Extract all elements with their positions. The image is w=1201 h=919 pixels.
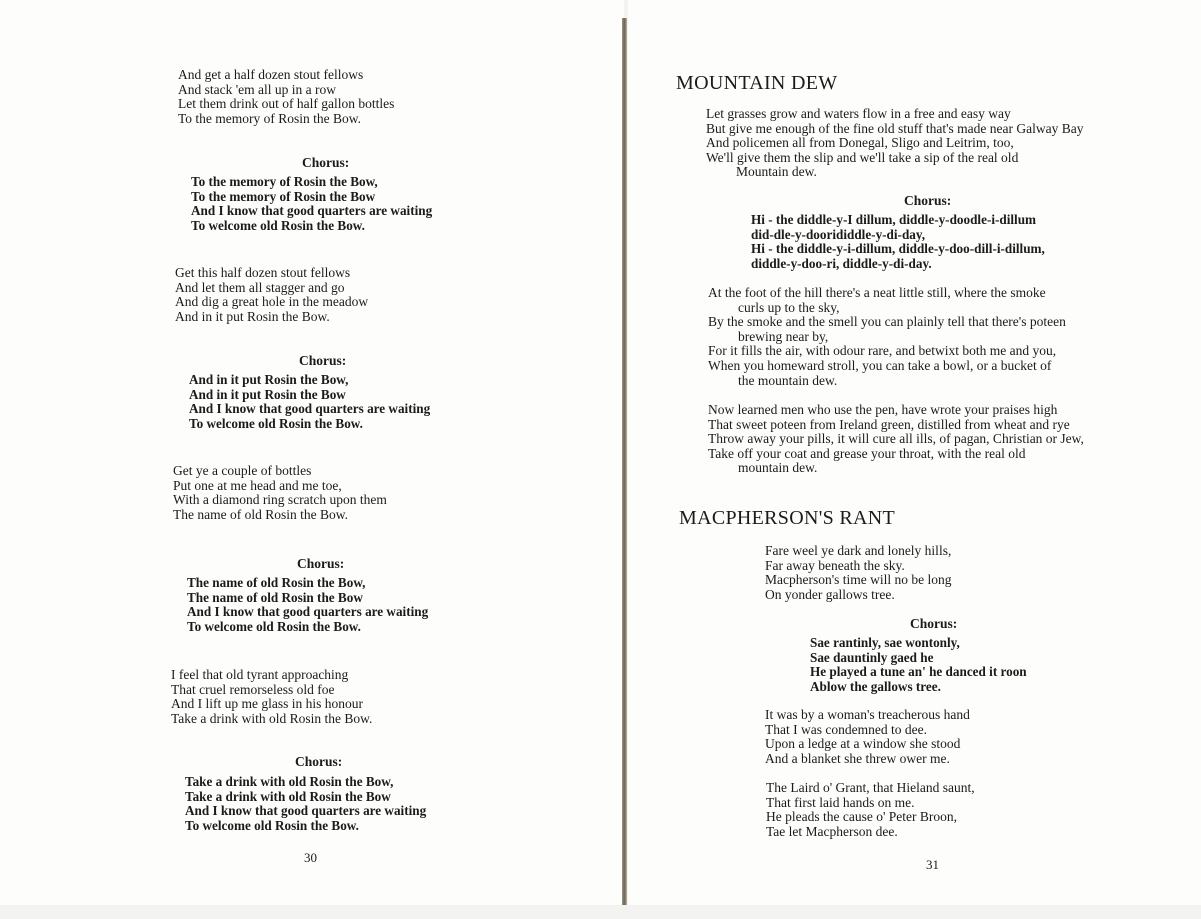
- line: Ablow the gallows tree.: [810, 678, 941, 694]
- line: Sae rantinly, sae wontonly,: [810, 635, 960, 650]
- line: To welcome old Rosin the Bow.: [189, 415, 363, 431]
- line: And in it put Rosin the Bow,: [189, 372, 349, 387]
- line: It was by a woman's treacherous hand: [765, 707, 970, 722]
- line: When you homeward stroll, you can take a bowl, or a bucket of: [708, 357, 1052, 373]
- line: That cruel remorseless old foe: [171, 681, 335, 697]
- line: That I was condemned to dee.: [765, 721, 927, 737]
- line: And policemen all from Donegal, Sligo and Leitrim, too,: [706, 135, 1014, 151]
- line: brewing near by,: [738, 328, 829, 344]
- line: Take a drink with old Rosin the Bow.: [171, 710, 373, 726]
- chorus-heading: Chorus:: [910, 616, 958, 631]
- line: diddle-y-doo-ri, diddle-y-di-day.: [751, 255, 932, 271]
- chorus-heading: Chorus:: [295, 754, 343, 769]
- line: And dig a great hole in the meadow: [175, 294, 369, 310]
- line: With a diamond ring scratch upon them: [173, 492, 387, 508]
- line: To welcome old Rosin the Bow.: [185, 817, 359, 833]
- line: That first laid hands on me.: [766, 794, 915, 810]
- chorus-heading: Chorus:: [299, 353, 347, 368]
- chorus-heading: Chorus:: [297, 556, 345, 571]
- line: Tae let Macpherson dee.: [766, 823, 898, 839]
- line: And a blanket she threw ower me.: [765, 750, 950, 766]
- line: Take a drink with old Rosin the Bow: [185, 788, 391, 804]
- line: The name of old Rosin the Bow,: [187, 575, 366, 590]
- chorus-heading: Chorus:: [904, 193, 952, 208]
- line: Let grasses grow and waters flow in a free and easy way: [706, 106, 1011, 121]
- line: And let them all stagger and go: [175, 279, 345, 295]
- s2-chorus: [810, 636, 1027, 694]
- book-spine: [622, 18, 627, 905]
- line: We'll give them the slip and we'll take a sip of the real old: [706, 149, 1019, 165]
- line: And I lift up me glass in his honour: [171, 696, 363, 712]
- line: mountain dew.: [738, 460, 818, 476]
- line: Get this half dozen stout fellows: [175, 265, 351, 280]
- line: Far away beneath the sky.: [765, 557, 905, 573]
- line: Take off your coat and grease your throat, with the real old: [708, 445, 1026, 461]
- line: Get ye a couple of bottles: [173, 463, 312, 478]
- line: Take a drink with old Rosin the Bow,: [185, 774, 394, 789]
- line: He played a tune an' he danced it roon: [810, 664, 1027, 680]
- line: To the memory of Rosin the Bow,: [191, 174, 378, 189]
- line: Now learned men who use the pen, have wrote your praises high: [708, 402, 1058, 417]
- line: Hi - the diddle-y-I dillum, diddle-y-doodle-i-dillum: [751, 212, 1037, 227]
- verse-1: [178, 68, 394, 126]
- line: curls up to the sky,: [738, 299, 840, 315]
- line: To the memory of Rosin the Bow: [191, 188, 376, 204]
- line: On yonder gallows tree.: [765, 586, 895, 602]
- line: At the foot of the hill there's a neat little still, where the smoke: [708, 285, 1046, 300]
- line: The name of old Rosin the Bow.: [173, 506, 348, 522]
- s2-verse-2: [765, 708, 970, 766]
- line: That sweet poteen from Ireland green, distilled from wheat and rye: [708, 416, 1070, 432]
- song-title: MACPHERSON'S RANT: [679, 507, 895, 529]
- chorus-4: [185, 775, 426, 833]
- line: For it fills the air, with odour rare, and betwixt both me and you,: [708, 343, 1057, 359]
- line: But give me enough of the fine old stuff that's made near Galway Bay: [706, 120, 1084, 136]
- line: Fare weel ye dark and lonely hills,: [765, 543, 952, 558]
- s2-verse-3: [766, 781, 975, 839]
- line: Put one at me head and me toe,: [173, 477, 342, 493]
- chorus-1: [191, 175, 432, 233]
- line: And I know that good quarters are waiting: [191, 203, 433, 219]
- song-title: MOUNTAIN DEW: [676, 72, 838, 94]
- line: To welcome old Rosin the Bow.: [187, 618, 361, 634]
- chorus-3: [187, 576, 428, 634]
- line: And I know that good quarters are waiting: [185, 803, 427, 819]
- chorus-heading: Chorus:: [302, 155, 350, 170]
- right-page: [628, 0, 1201, 905]
- line: And I know that good quarters are waiting: [189, 401, 431, 417]
- line: Macpherson's time will no be long: [765, 572, 952, 588]
- line: Throw away your pills, it will cure all ills, of pagan, Christian or Jew,: [708, 431, 1084, 447]
- line: And in it put Rosin the Bow.: [175, 308, 330, 324]
- chorus-2: [189, 373, 430, 431]
- line: And stack 'em all up in a row: [178, 81, 337, 97]
- verse-4: [171, 668, 372, 726]
- line: Let them drink out of half gallon bottles: [178, 96, 395, 112]
- line: Upon a ledge at a window she stood: [765, 736, 961, 752]
- s1-verse-1: [706, 107, 1083, 180]
- line: And in it put Rosin the Bow: [189, 386, 346, 402]
- line: And I know that good quarters are waiting: [187, 604, 429, 620]
- line: By the smoke and the smell you can plainly tell that there's poteen: [708, 314, 1066, 330]
- line: He pleads the cause o' Peter Broon,: [766, 809, 957, 825]
- line: Mountain dew.: [736, 164, 817, 180]
- line: The name of old Rosin the Bow: [187, 589, 363, 605]
- line: I feel that old tyrant approaching: [171, 667, 349, 682]
- s1-chorus: [751, 213, 1045, 271]
- verse-2: [175, 266, 368, 324]
- page-number: 30: [304, 850, 317, 865]
- line: To welcome old Rosin the Bow.: [191, 217, 365, 233]
- s1-verse-3: [708, 403, 1084, 476]
- line: did-dle-y-doorididdle-y-di-day,: [751, 226, 926, 242]
- line: Hi - the diddle-y-i-dillum, diddle-y-doo-dill-i-dillum,: [751, 241, 1045, 257]
- line: To the memory of Rosin the Bow.: [178, 110, 362, 126]
- page-number: 31: [926, 857, 939, 872]
- line: the mountain dew.: [738, 372, 838, 388]
- line: Sae dauntinly gaed he: [810, 649, 934, 665]
- s2-verse-1: [765, 544, 952, 602]
- line: The Laird o' Grant, that Hieland saunt,: [766, 780, 975, 795]
- s1-verse-2: [708, 286, 1066, 388]
- verse-3: [173, 464, 387, 522]
- line: And get a half dozen stout fellows: [178, 67, 364, 82]
